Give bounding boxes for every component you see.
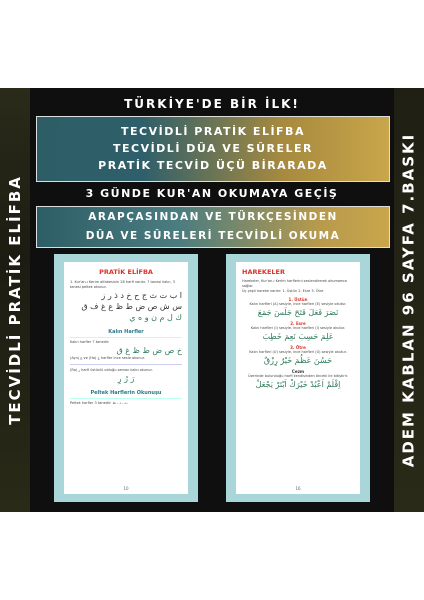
kalin-letters: خ ص ض ط ظ غ ق <box>116 346 182 355</box>
section-kalin: Kalın Harfler <box>70 329 182 338</box>
right-page-number: 16 <box>295 486 301 491</box>
divider <box>70 364 182 365</box>
otre-words: حَسُنَ عَظُمَ خَيْرٌ رِزْقٌ <box>263 356 333 365</box>
cover-center <box>30 88 394 512</box>
cezm-label: Cezm <box>291 369 305 374</box>
otre-text: Kalın harfleri (U) sesiyle, ince harfleri (Ü) sesiyle okutur. <box>249 350 347 354</box>
right-page <box>226 254 370 502</box>
esre-words: عَلِمَ حَسِبَ نَعِمَ خَطِبَ <box>262 332 334 341</box>
letters-row-1: ا ب ت ث ج ح خ د ذ ر ز <box>101 291 182 300</box>
left-page-number: 10 <box>123 486 129 491</box>
ustun-words: نَصَرَ فَعَلَ فَتَحَ جَلَسَ جَمَعَ <box>257 308 339 317</box>
peltek-text: Peltek harfler 3 tanedir: ث - ذ - ظ <box>70 400 128 405</box>
right-page-content <box>236 262 360 494</box>
left-page-title: PRATİK ELİFBA <box>99 268 153 276</box>
kalin-text-2: (Ayn) ع ve (Ha) ح harfler ince sesle okunur. <box>70 356 145 360</box>
sub-line-1: ARAPÇASINDAN VE TÜRKÇESİNDEN <box>88 211 338 223</box>
spine-title: TECVİDLİ PRATİK ELİFBA <box>6 175 24 425</box>
main-line-2: TECVİDLİ DÛA VE SÛRELER <box>112 142 313 155</box>
right-spine <box>394 88 424 512</box>
kalin-text-1: Kalın harfler 7 tanedir: <box>70 340 110 344</box>
product-image <box>0 88 424 512</box>
letters-row-3: ك ل م ن و ه ي <box>129 313 182 322</box>
right-page-title: HAREKELER <box>242 268 285 276</box>
main-title-box <box>36 116 390 182</box>
section-peltek: Peltek Harflerin Okunuşu <box>70 390 182 399</box>
headline: TÜRKİYE'DE BİR İLK! <box>124 97 300 111</box>
letters-row-2: س ش ص ض ط ظ ع غ ف ق <box>81 302 182 311</box>
cezm-text: Üzerinde bulunduğu harfi kendisinden önceki ile bitiştirir. <box>248 374 348 378</box>
main-line-1: TECVİDLİ PRATİK ELİFBA <box>121 125 305 138</box>
harekeler-line: Üç çeşit hareke vardır: 1. Üstün 2. Esre 3. Ötre <box>242 289 324 293</box>
esre-text: Kalın harfleri (I) sesiyle, ince harfleri (İ) sesiyle okutur. <box>250 326 346 330</box>
main-line-3: PRATİK TECVİD ÜÇÜ BİRARADA <box>98 159 328 172</box>
subtitle-box <box>36 206 390 248</box>
left-page <box>54 254 198 502</box>
ustun-label: 1. Üstün <box>288 297 308 302</box>
right-intro: Harekeler, Kur'an-ı Kerim harflerini seslendirerek okumamızı sağlar. <box>242 279 348 288</box>
left-intro: 1. Kur'an-ı Kerim alfabesinin 28 harfi vardır. 7 tanesi kalın, 3 tanesi peltek okunur. <box>70 280 175 289</box>
sub-line-2: DÛA VE SÛRELERİ TECVİDLİ OKUMA <box>85 230 341 242</box>
esre-label: 2. Esre <box>290 321 306 326</box>
left-page-content <box>64 262 188 494</box>
kalin-text-3: (Ra) ر harfi üstünlü olduğu zaman kalın okunur. <box>70 367 153 372</box>
left-spine <box>0 88 30 512</box>
spine-author: ADEM KABLAN 96 SAYFA 7.BASKI <box>400 132 418 468</box>
tagline: 3 GÜNDE KUR'AN OKUMAYA GEÇİŞ <box>85 187 339 200</box>
ustun-text: Kalın harfleri (A) sesiyle, ince harfleri (E) sesiyle okutur. <box>249 302 347 306</box>
cezm-words: اِقْلَمْ اَعْبُدْ خَيْرَكْ اَبْتَرْ يَجْعَلْ <box>255 380 341 389</box>
short-row: رَ رُ رِ <box>117 373 135 383</box>
otre-label: 3. Ötre <box>290 345 306 350</box>
